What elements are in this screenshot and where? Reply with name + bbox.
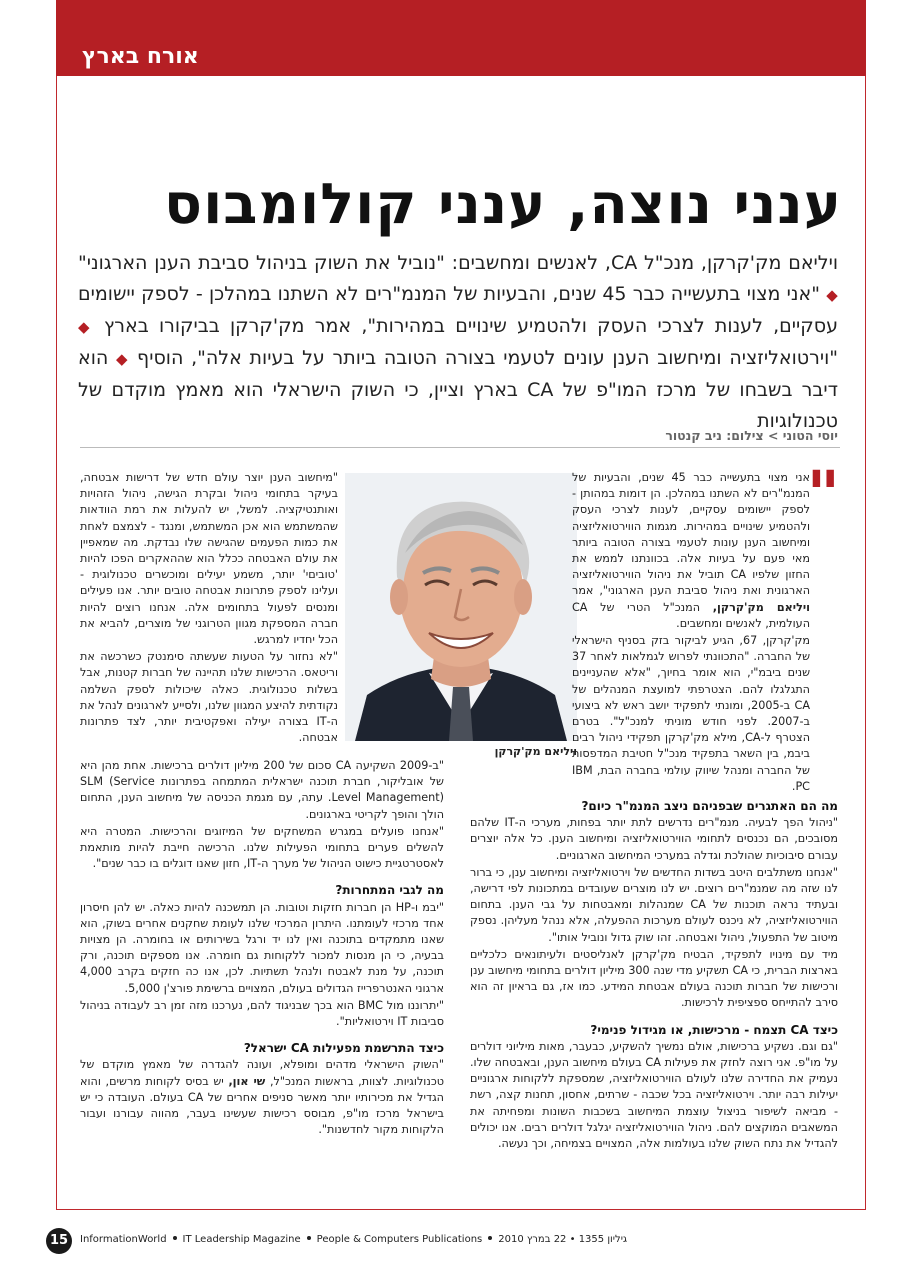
challenges-paragraph-3: מיד עם מינויו לתפקיד, הבטיח מק'קרקן לאנליסטים ולעיתונאים כלכליים בארצות הברית, כי CA תשקיע מדי שנה 300 מיליון דולרים בתחומי מיחשוב ענן ורכישות של חברות תוכנה בעולם אבטחת המידע. כמו אז, גם בראיון זה הוא סירב להתייחס ספציפית לרכישות. bbox=[470, 947, 838, 1010]
challenges-paragraph-2: "אנחנו משתלבים היטב בשדות החדשים של וירטואליזציה ומיחשוב ענן, כי ברור לנו שזה מה שמנמ"רים רוצים. יש לנו מוצרים שעובדים במתכונות לפי דרישה, ובעתיד נראה תוכנות של CA שמנהלות ומאבטחות על גבי הענן. בתחום הווירטואליזציה, לא ניכנס לעולם מערכות ההפעלה, אלא ננהל מעליהן. נספק מיטוב של התפעול, ניהול ואבטחה. זהו שוק גדול ונוביל אותו". bbox=[470, 865, 838, 944]
lead-part-2: "אני מצוי בתעשייה כבר 45 שנים, והבעיות של המנמ"רים לא השתנו במהלכן - לספק יישומים עסקיים, לענות לצרכי העסק ולהטמיע שינויים במהירות", אמר מק'קרקן בביקורו בארץ bbox=[78, 283, 838, 337]
question-growth: כיצד CA תצמח - מרכישות, או מגידול פנימי? bbox=[590, 1022, 838, 1037]
intro-text-a: אני מצוי בתעשייה כבר 45 שנים, והבעיות של המנמ"רים לא השתנו במהלכן. הן דומות במהותן - לספק יישומים עסקיים, לענות לצרכי העסק ולהטמיע שינויים bbox=[572, 471, 811, 533]
intro-text-b: במהירות. מגמות הווירטואליזציה ומיחשוב הענן עונות לטעמי בצורה הטובה ביותר מאי פעם על בעיות אלה. בכוונתנו לממש את החזון שלפיו CA תוביל את ניהול הווירטואליזציה הארגונית ואת ניהול סביבת הענן הארגוני", אמר bbox=[572, 519, 810, 598]
divider bbox=[80, 447, 840, 448]
article-column-right bbox=[572, 470, 810, 796]
footer-brand-3: People & Computers Publications bbox=[316, 1234, 483, 1245]
article-column-left-lower bbox=[80, 758, 444, 1139]
question-israel: כיצד התרשמת מפעילות CA ישראל? bbox=[243, 1041, 444, 1056]
challenges-paragraph-1: "ניהול הפך לבעיה. מנמ"רים נדרשים לתת יותר בפחות, מערכי ה-IT שלהם מסובכים, הם נכנסים לתחומי הווירטואליזציה ומיחשוב הענן. כל אלה יוצרים עבורם סיבוכיות שהולכת וגדלה במערכי המיחשוב הארגוניים. bbox=[470, 816, 838, 862]
quote-mark-icon: " bbox=[806, 457, 840, 532]
question-competitors: מה לגבי המתחרות? bbox=[335, 883, 444, 898]
bio-paragraph: מק'קרקן, 67, הגיע לביקור בזק בסניף הישראלי של החברה. "התכוונתי לפרוש לגמלאות לאחר 37 שנים ביבמ"י, הוא אומר בחיוך, "אלא שהעניינים התגלגלו להם. הצטרפתי למועצת המנהלים של CA ב-2005, ומונתי לתפקיד יושב ראש לא ביצועי ב-2007. לפני חודש מוניתי למנכ"ל". בטרם הצטרף ל-CA, מילא מק'קרקן תפקידי ניהול רבים ביבמ, בין השאר בתפקיד מנכ"ל חטיבת המדפסות של החברה ומנהל שיווק עולמי בחברה הבת, IBM PC. bbox=[572, 634, 811, 793]
section-label: אורח בארץ bbox=[82, 44, 199, 69]
dot-separator-icon bbox=[173, 1236, 177, 1240]
diamond-bullet-icon: ◆ bbox=[78, 318, 94, 336]
portrait-photo bbox=[345, 473, 577, 741]
mergers-paragraph: "אנחנו פועלים במגרש המשחקים של המיזוגים והרכישות. המטרה היא להשלים פערים בתחומי הפעילות שלנו. הרכישה חייבת להיות מותאמת לאסטרטגיית כישוט הניהול של מערך ה-IT, חזון שאנו דוגלים בו כבר שנים". bbox=[80, 824, 444, 871]
dot-separator-icon bbox=[307, 1236, 311, 1240]
growth-paragraph: "גם וגם. נשקיע ברכישות, אולם נמשיך להשקיע, כבעבר, מאות מיליוני דולרים על מו"פ. אני רוצה לחזק את פעילות CA בעולם מיחשוב הענן, ובאבטחה שלו. נעמיק את החדירה שלנו לעולם הווירטואליזציה, שמספקת ללקוחות ארגוניים יעילות רבה יותר. וירטואליזציה בכל שכבה - שרתים, אחסון, תחנות קצה, רשת - מביאה לשיפור בניצול עוצמת המיחשוב בשכבות השונות ומפחיתה את המשאבים המוקצים להם. ניהול הווירטואליזציה יגלגל דולרים רבים. אנו יכולים להגדיל את נתח השוק שלנו בעולמות אלה, המצויים בצמיחה, וכך נעשה. bbox=[470, 1039, 839, 1151]
footer-issue: גיליון 1355 • 22 במרץ 2010 bbox=[498, 1234, 628, 1245]
security-paragraph: "מיחשוב הענן יוצר עולם חדש של דרישות אבטחה, בעיקר בתחומי ניהול ובקרת הגישה, ניהול הזהויות ואותנטיקציה. למשל, יש להעלות את רמת הוודאות שהמשתמש הוא אכן המשתמש, ומנגד - לצמצם לאחת את כמות הפעמים שהגישה שלו נבדקת. מה שמאפיין את עולם האבטחה ככלל הוא שההאקרים הפכו להיות 'טוביםי' יותר, משמע יעילים ומוכשרים טכנולוגית - ועלינו לספק פתרונות אבטחה טובים יותר. אנו פעילים ומנסים לפעול בתחומים אלה. אנחנו רוצים להיות חברה המספקת מגוון הטרוגני של מוצרים, להביא את הכל יחדיו למרגש. bbox=[80, 471, 338, 647]
intro-paragraph bbox=[572, 470, 810, 632]
diamond-bullet-icon: ◆ bbox=[826, 286, 838, 304]
lead-part-1: ויליאם מק'קרקן, מנכ"ל CA, לאנשים ומחשבים: "נוביל את השוק בניהול סביבת הענן הארגוני" bbox=[78, 252, 838, 274]
article-column-left bbox=[80, 470, 338, 747]
article-column-right-lower bbox=[470, 788, 838, 1153]
lead-part-3: "וירטואליזציה ומיחשוב הענן עונים לטעמי בצורה הטובה ביותר על בעיות אלה", הוסיף bbox=[137, 347, 838, 369]
page-footer bbox=[46, 1228, 866, 1254]
intro-text-c: המנכ"ל הטרי של CA העולמית, לאנשים ומחשבים. bbox=[572, 600, 810, 630]
acquisitions-paragraph: "לא נחזור על הטעות שעשתה סימנטק כשרכשה את וריטאס. הרכישות שלנו תהיינה של חברות קטנות, אבל בשלות טכנולוגית. כאלה שיכולות לספק השלמה נקודתית להיצע המגוון שלנו, ולסייע לארגונים לנהל את ה-IT בצורה יעילה ואפקטיבית יותר, לצד פתרונות אבטחה. bbox=[80, 650, 338, 745]
lead-paragraph bbox=[78, 248, 838, 437]
page-number: 15 bbox=[46, 1228, 72, 1254]
competitors-paragraph-1: "יבמ ו-HP הן חברות חזקות וטובות. הן תמשכנה להיות כאלה. יש להן חיסרון אחד מרכזי לעומתנו. היתרון המרכזי שלנו לעומת שחקנים אחרים בשוק, הוא שאנו מתמקדים בתוכנה ואין לנו יד ורגל בשירותים או בחומרה. הן מצויות בבעיה, כי הן מנסות למכור ללקוחות גם חומרה. אנו מספקים תוכנה, ורק תוכנה, על מנת לאבטח ולנהל תשתיות. לכן, אנו כה חזקים בקרב 4,000 ארגוני האנטרפרייז הגדולים בעולם, המצויים ברשימת פורצ'ן 5,000. bbox=[80, 900, 444, 995]
photo-caption: ויליאם מק'קרקן bbox=[494, 745, 577, 758]
dot-separator-icon bbox=[488, 1236, 492, 1240]
israel-paragraph bbox=[80, 1057, 444, 1138]
israel-text-b: יש בסיס לקוחות מרשים, והוא הגדיל את מכירותיו יותר מאשר סניפים אחרים של CA בעולם. העובדה כי יש בישראל מרכז מו"פ, מבוסס רכישות שעשינו בעבר, מהווה עבורנו ועבור הלקוחות מקור לחדשנות". bbox=[80, 1074, 444, 1137]
interviewee-name: ויליאם מק'קרקן, bbox=[712, 600, 810, 614]
competitors-paragraph-2: "יתרוננו מול BMC הוא בכך שבניגוד להם, נערכנו מזה זמן רב לעבודה בניהול סביבות IT וירטואליות". bbox=[80, 998, 444, 1029]
portrait-illustration bbox=[345, 473, 577, 741]
section-banner bbox=[56, 0, 866, 76]
footer-publication-line bbox=[80, 1234, 627, 1245]
israel-text-a: "השוק הישראלי מדהים ומופלא, ועונה להגדרה של מאמץ מוקדם של טכנולוגיות. לצוות, בראשות המנכ"ל, bbox=[80, 1058, 445, 1088]
footer-brand-2: IT Leadership Magazine bbox=[182, 1234, 301, 1245]
byline-credit: יוסי הטוני > צילום: ניב קנטור bbox=[665, 428, 838, 443]
headline: ענני נוצה, ענני קולומבוס bbox=[164, 172, 842, 237]
footer-brand-1: InformationWorld bbox=[80, 1234, 167, 1245]
investment-paragraph: "ב-2009 השקיעה CA סכום של 200 מיליון דולרים ברכישות. אחת מהן היא של אובליקור, חברת תוכנה ישראלית המתמחה בפתרונות SLM (Service Level Management). עתה, עם מגמת הכניסה של מיחשוב הענן, התחום הולך והופך לקריטי בארגונים. bbox=[80, 759, 444, 821]
question-challenges: מה הם האתגרים שבפניהם ניצב המנמ"ר כיום? bbox=[581, 799, 838, 813]
israel-manager-name: שי און, bbox=[228, 1074, 266, 1088]
lead-part-4: הוא דיבר בשבחו של מרכז המו"פ של CA בארץ וציין, כי השוק הישראלי הוא מאמץ מוקדם של טכנולוגיות bbox=[78, 347, 838, 432]
diamond-bullet-icon: ◆ bbox=[116, 350, 130, 368]
